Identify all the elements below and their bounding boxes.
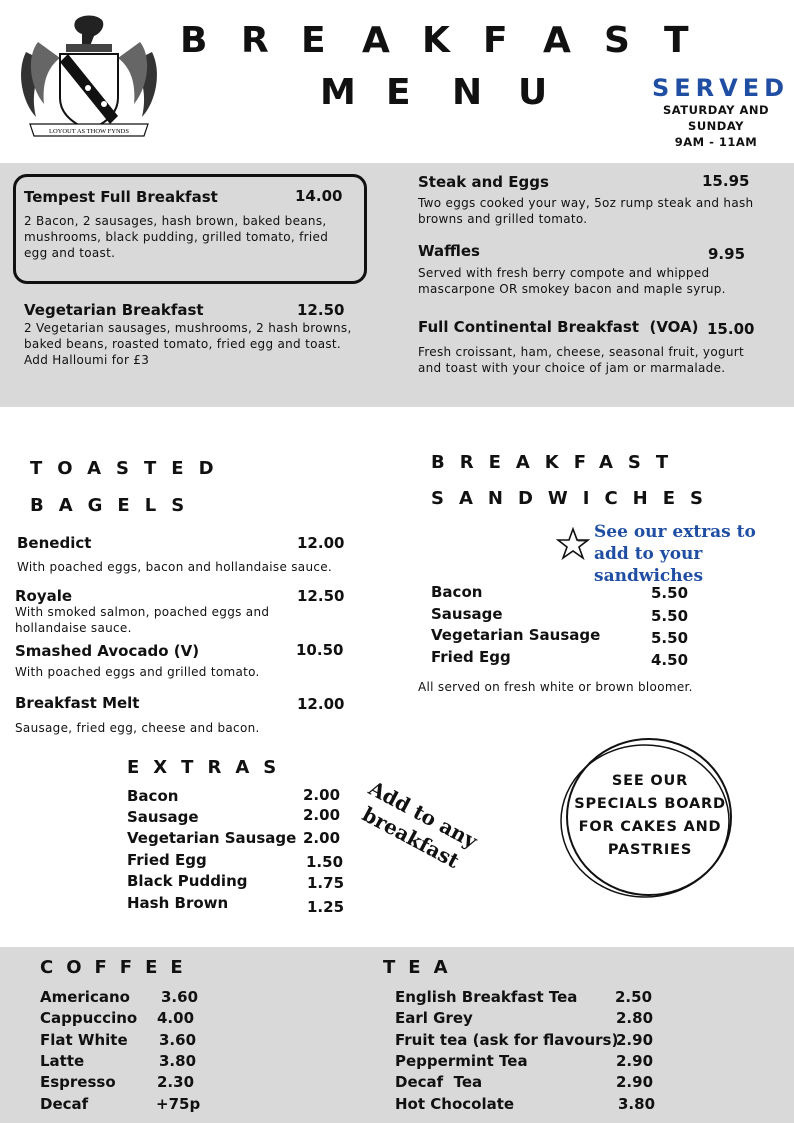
title-letter: E [301, 20, 326, 61]
menu-item-desc: Two eggs cooked your way, 5oz rump steak and hash browns and grilled tomato. [418, 196, 754, 226]
extra-name: Hash Brown [127, 894, 229, 912]
tea-item-name: Decaf Tea [395, 1073, 483, 1092]
menu-item-price: 12.50 [297, 301, 345, 319]
bagel-desc: With smoked salmon, poached eggs and hollandaise sauce. [15, 605, 270, 635]
coffee-item-name: Americano [40, 988, 130, 1006]
title-letter: N [452, 72, 483, 113]
title-menu [320, 72, 560, 116]
tea-item-price: 2.90 [616, 1073, 654, 1092]
extra-name: Bacon [127, 787, 179, 805]
sandwich-footer: All served on fresh white or brown bloomer. [418, 680, 693, 694]
bagels-heading-line2: BAGELS [30, 495, 200, 516]
title-breakfast [180, 20, 700, 64]
bagel-desc: Sausage, fried egg, cheese and bacon. [15, 721, 260, 735]
bagel-price: 12.50 [297, 587, 345, 605]
title-letter: R [241, 20, 269, 61]
sandwich-price: 5.50 [651, 607, 689, 625]
add-to-breakfast-callout: Add to any breakfast [358, 775, 482, 873]
bagel-price: 12.00 [297, 695, 345, 713]
menu-item-name: Vegetarian Breakfast [24, 301, 204, 319]
served-label: SERVED [652, 74, 790, 102]
tea-item-name: Hot Chocolate [395, 1094, 515, 1113]
menu-item-price: 9.95 [708, 245, 746, 263]
star-icon [556, 527, 590, 561]
title-letter: S [604, 20, 630, 61]
sandwich-extras-note: See our extras to add to your sandwiches [594, 522, 756, 586]
crest-logo [16, 12, 162, 140]
served-time: 9AM - 11AM [674, 135, 758, 149]
sandwiches-heading-line2: SANDWICHES [431, 488, 718, 509]
bagels-heading-line1: TOASTED [30, 458, 229, 479]
coffee-item-name: Cappuccino [40, 1009, 138, 1028]
bagel-name: Breakfast Melt [15, 694, 140, 712]
sandwich-price: 5.50 [651, 584, 689, 602]
extra-name: Black Pudding [127, 872, 248, 890]
extra-name: Fried Egg [127, 851, 207, 869]
tea-heading: TEA [383, 957, 461, 978]
tea-list [395, 988, 665, 1118]
bagel-price: 12.00 [297, 534, 345, 552]
coffee-heading: COFFEE [40, 957, 196, 978]
menu-item-desc: Fresh croissant, ham, cheese, seasonal fruit, yogurt and toast with your choice of jam or marmalade. [418, 345, 745, 375]
extra-price: 2.00 [303, 786, 341, 804]
extra-price: 2.00 [303, 806, 341, 824]
menu-item-name: Full Continental Breakfast (VOA) [418, 318, 699, 336]
extra-name: Vegetarian Sausage [127, 829, 297, 847]
menu-item-price: 15.00 [707, 320, 755, 338]
tea-item-name: Earl Grey [395, 1009, 473, 1028]
coffee-item-price: 3.60 [159, 1030, 197, 1049]
menu-item-price: 14.00 [295, 187, 343, 205]
coffee-item-price: 3.80 [159, 1051, 197, 1070]
coffee-item-price: 2.30 [157, 1073, 195, 1092]
title-letter: F [483, 20, 508, 61]
title-letter: T [664, 20, 689, 61]
sandwich-name: Bacon [431, 583, 483, 601]
tea-item-price: 2.90 [616, 1030, 654, 1049]
tea-item-price: 2.50 [615, 988, 653, 1006]
sandwich-name: Fried Egg [431, 648, 511, 666]
title-letter: A [362, 20, 390, 61]
coffee-item-price: +75p [156, 1094, 201, 1113]
tea-item-price: 3.80 [618, 1094, 656, 1113]
served-days: SATURDAY AND SUNDAY [662, 103, 770, 133]
sandwich-price: 4.50 [651, 651, 689, 669]
tea-item-name: English Breakfast Tea [395, 988, 578, 1006]
extra-price: 2.00 [303, 829, 341, 847]
specials-text: SEE OUR SPECIALS BOARD FOR CAKES AND PASTRIES [574, 773, 726, 858]
title-letter: E [386, 72, 411, 113]
bagel-name: Royale [15, 587, 73, 605]
menu-item-name: Tempest Full Breakfast [24, 188, 218, 206]
sandwich-name: Vegetarian Sausage [431, 626, 601, 644]
tea-item-price: 2.90 [616, 1051, 654, 1070]
bagel-name: Smashed Avocado (V) [15, 642, 200, 660]
coffee-item-price: 3.60 [161, 988, 199, 1006]
tea-item-name: Peppermint Tea [395, 1051, 528, 1070]
tea-item-price: 2.80 [616, 1009, 654, 1028]
menu-item-desc: Served with fresh berry compote and whipped mascarpone OR smokey bacon and maple syrup. [418, 266, 726, 296]
coffee-list [40, 988, 240, 1118]
sandwich-price: 5.50 [651, 629, 689, 647]
menu-item-price: 15.95 [702, 172, 750, 190]
menu-item-name: Steak and Eggs [418, 173, 549, 191]
coffee-item-name: Espresso [40, 1073, 116, 1092]
bagel-desc: With poached eggs and grilled tomato. [15, 665, 260, 679]
menu-item-name: Waffles [418, 242, 480, 260]
coffee-item-name: Flat White [40, 1030, 128, 1049]
coffee-item-name: Latte [40, 1051, 85, 1070]
title-letter: B [180, 20, 208, 61]
tea-item-name: Fruit tea (ask for flavours) [395, 1030, 619, 1049]
crest-motto: LOYOUT AS THOW FYNDS [49, 128, 129, 135]
title-letter: A [543, 20, 571, 61]
menu-item-desc: 2 Vegetarian sausages, mushrooms, 2 hash browns, baked beans, roasted tomato, fried egg and toast. Add Halloumi for £3 [24, 321, 352, 367]
extras-heading: EXTRAS [127, 757, 291, 778]
coffee-item-price: 4.00 [157, 1009, 195, 1028]
bagel-desc: With poached eggs, bacon and hollandaise sauce. [17, 560, 333, 574]
extra-name: Sausage [127, 808, 199, 826]
title-letter: U [518, 72, 548, 113]
coffee-item-name: Decaf [40, 1094, 89, 1113]
bagel-price: 10.50 [296, 641, 344, 659]
extra-price: 1.75 [307, 874, 345, 892]
extra-price: 1.50 [306, 853, 344, 871]
sandwiches-heading-line1: BREAKFAST [431, 452, 684, 473]
title-letter: M [320, 72, 356, 113]
title-letter: K [422, 20, 450, 61]
menu-item-desc: 2 Bacon, 2 sausages, hash brown, baked beans, mushrooms, black pudding, grilled tomato, fried egg and toast. [24, 214, 329, 260]
sandwich-name: Sausage [431, 605, 503, 623]
bagel-name: Benedict [17, 534, 92, 552]
extra-price: 1.25 [307, 898, 345, 916]
